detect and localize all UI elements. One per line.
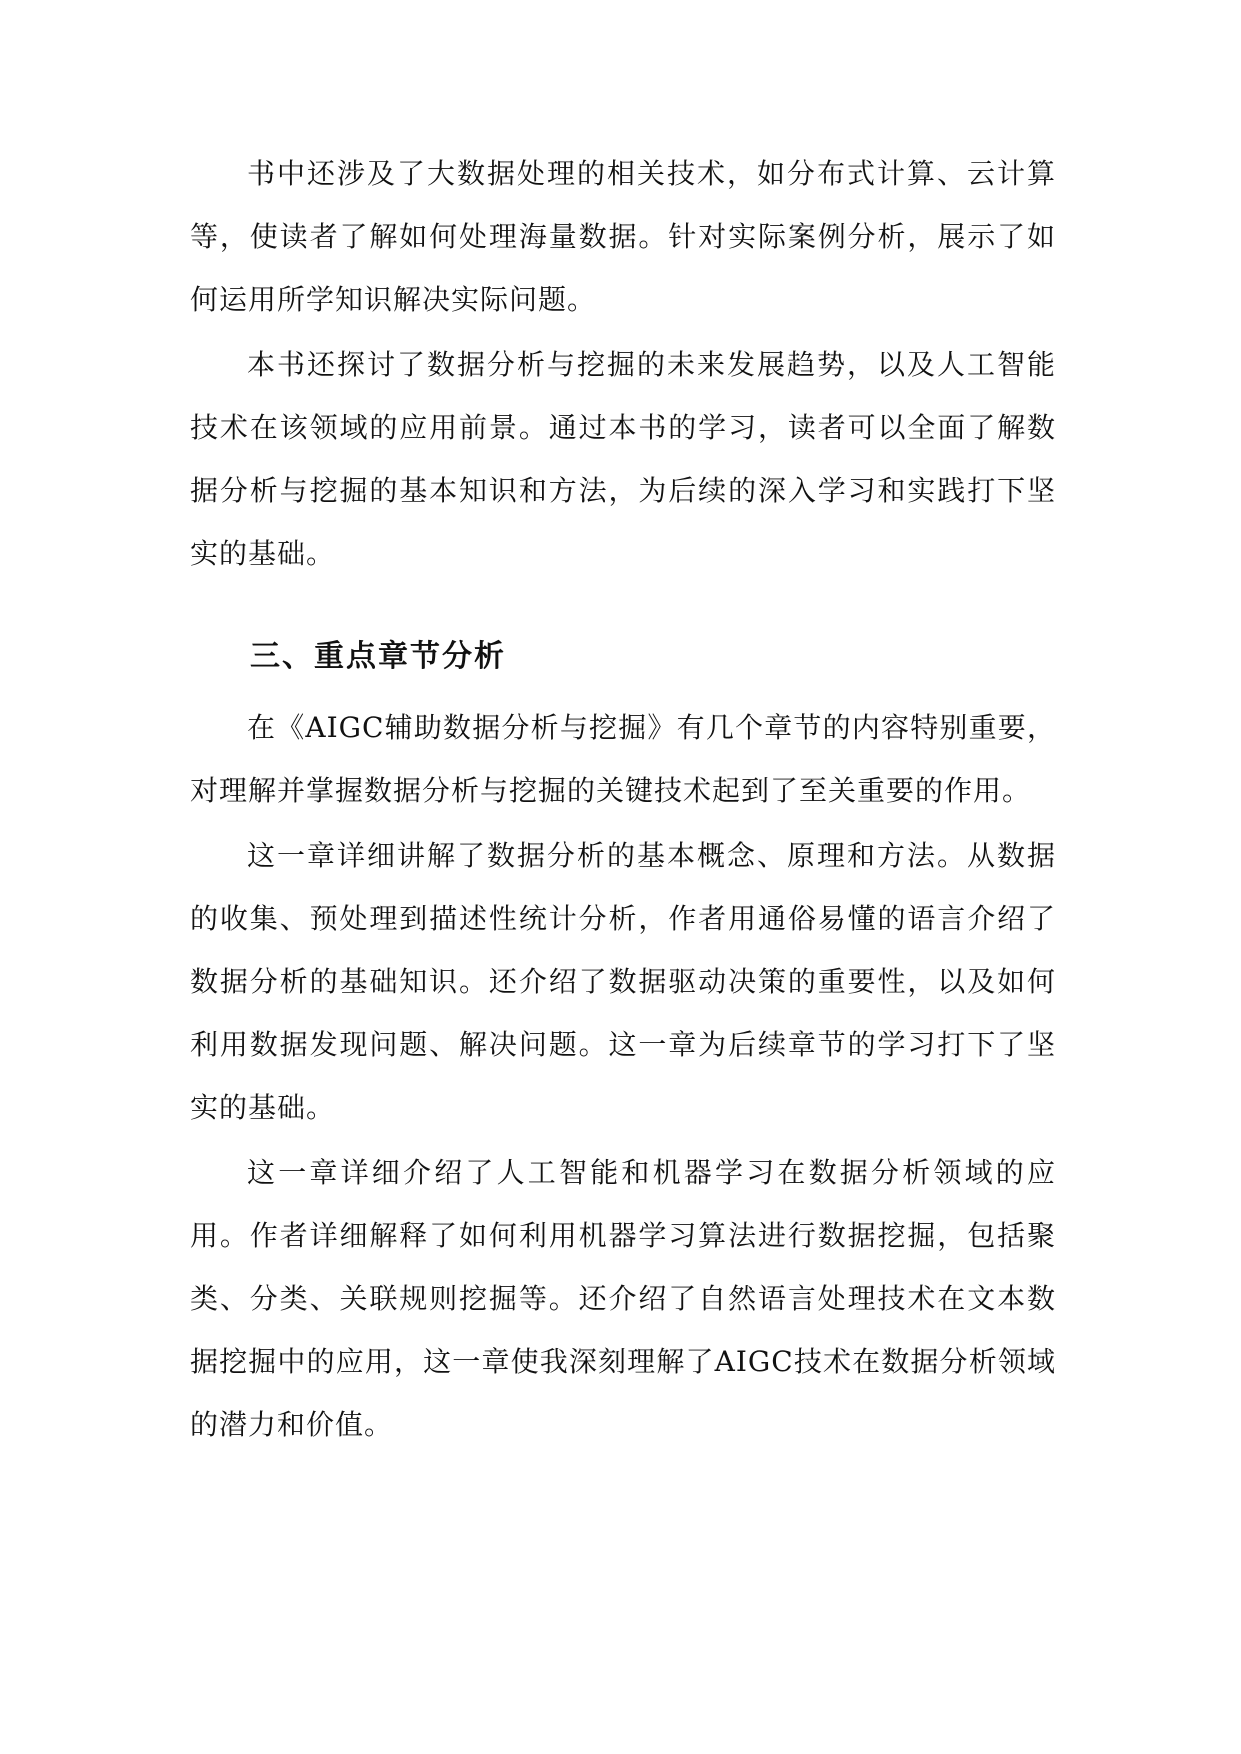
document-body [190,142,1056,1456]
paragraph-big-data-tech: 书中还涉及了大数据处理的相关技术，如分布式计算、云计算等，使读者了解如何处理海量数据。针对实际案例分析，展示了如何运用所学知识解决实际问题。 [190,157,1056,316]
paragraph-future-trends: 本书还探讨了数据分析与挖掘的未来发展趋势，以及人工智能技术在该领域的应用前景。通过本书的学习，读者可以全面了解数据分析与挖掘的基本知识和方法，为后续的深入学习和实践打下坚实的基础。 [190,348,1056,570]
paragraph-key-chapters-intro: 在《AIGC辅助数据分析与挖掘》有几个章节的内容特别重要，对理解并掌握数据分析与挖掘的关键技术起到了至关重要的作用。 [190,711,1056,807]
section-heading: 三、重点章节分析 [250,639,506,674]
paragraph-basic-concepts-chapter: 这一章详细讲解了数据分析的基本概念、原理和方法。从数据的收集、预处理到描述性统计分析，作者用通俗易懂的语言介绍了数据分析的基础知识。还介绍了数据驱动决策的重要性，以及如何利用数据发现问题、解决问题。这一章为后续章节的学习打下了坚实的基础。 [190,839,1056,1124]
paragraph-ai-ml-chapter: 这一章详细介绍了人工智能和机器学习在数据分析领域的应用。作者详细解释了如何利用机器学习算法进行数据挖掘，包括聚类、分类、关联规则挖掘等。还介绍了自然语言处理技术在文本数据挖掘中的应用，这一章使我深刻理解了AIGC技术在数据分析领域的潜力和价值。 [190,1156,1056,1441]
